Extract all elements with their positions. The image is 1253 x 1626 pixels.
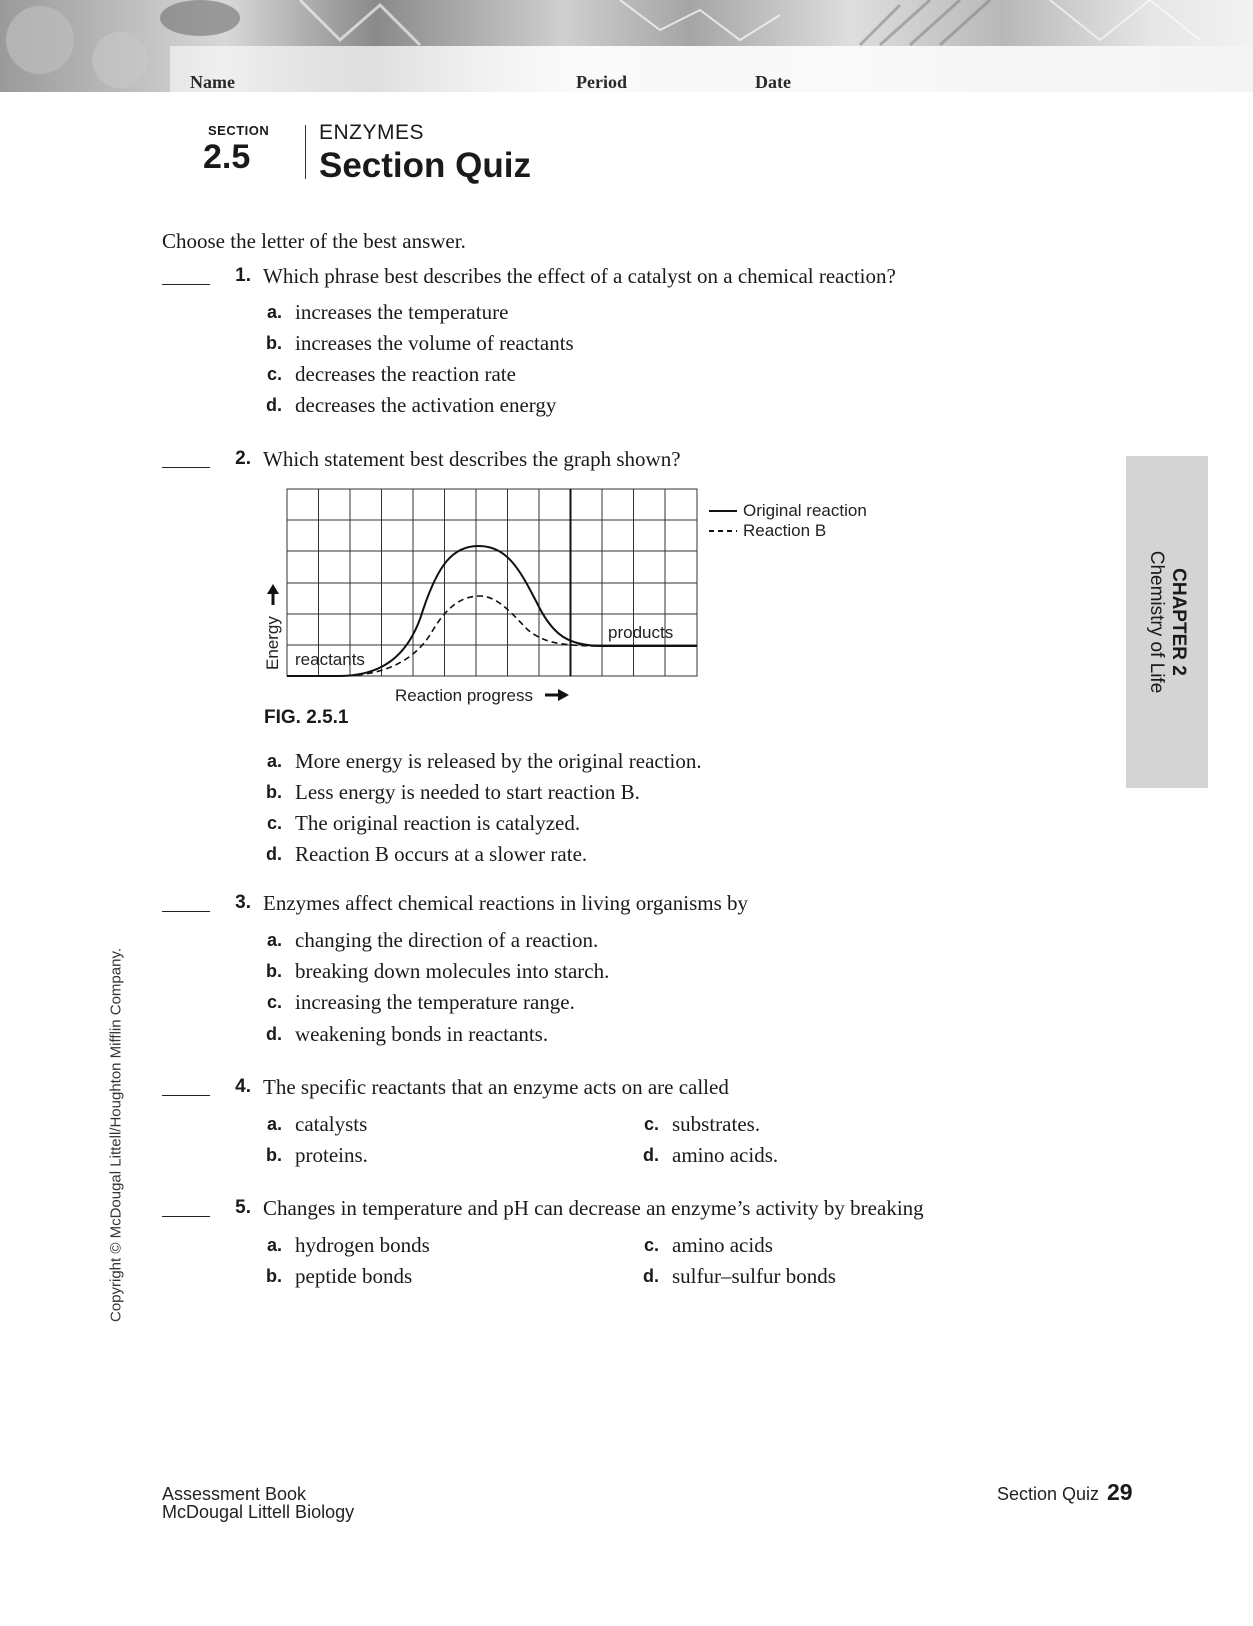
period-label: Period bbox=[576, 72, 627, 92]
question-number: 1. bbox=[235, 265, 251, 286]
answer-blank-4[interactable] bbox=[162, 1095, 210, 1096]
option-text: sulfur–sulfur bonds bbox=[672, 1264, 836, 1288]
option-text: decreases the reaction rate bbox=[295, 362, 516, 386]
question-number: 3. bbox=[235, 892, 251, 913]
option-text: decreases the activation energy bbox=[295, 393, 557, 417]
header-label-strip bbox=[170, 46, 1253, 92]
answer-blank-2[interactable] bbox=[162, 467, 210, 468]
legend-reaction-b: Reaction B bbox=[743, 521, 827, 540]
option-text: changing the direction of a reaction. bbox=[295, 928, 599, 952]
option-text: weakening bonds in reactants. bbox=[295, 1022, 549, 1046]
option-text: hydrogen bonds bbox=[295, 1233, 430, 1257]
option-text: amino acids bbox=[672, 1233, 773, 1257]
option-letter: a. bbox=[266, 930, 282, 950]
section-divider bbox=[305, 125, 306, 179]
legend-original-reaction: Original reaction bbox=[743, 501, 867, 520]
option-letter: c. bbox=[643, 1114, 659, 1134]
option-letter: b. bbox=[266, 961, 282, 981]
option-letter: c. bbox=[266, 364, 282, 384]
option-letter: c. bbox=[266, 992, 282, 1012]
option-text: proteins. bbox=[295, 1143, 368, 1167]
date-label: Date bbox=[755, 72, 791, 92]
option-text: breaking down molecules into starch. bbox=[295, 959, 610, 983]
reactants-label: reactants bbox=[295, 650, 365, 669]
option-text: Less energy is needed to start reaction B. bbox=[295, 780, 640, 804]
option-text: catalysts bbox=[295, 1112, 368, 1136]
chapter-number: CHAPTER 2 bbox=[1168, 568, 1189, 676]
option-letter: d. bbox=[266, 395, 282, 415]
answer-blank-1[interactable] bbox=[162, 284, 210, 285]
question-text: Which phrase best describes the effect of a catalyst on a chemical reaction? bbox=[263, 264, 896, 288]
option-text: peptide bonds bbox=[295, 1264, 413, 1288]
name-label: Name bbox=[190, 72, 235, 92]
y-axis-arrow-icon bbox=[267, 584, 279, 594]
option-letter: d. bbox=[643, 1266, 659, 1286]
option-letter: a. bbox=[266, 302, 282, 322]
option-text: increasing the temperature range. bbox=[295, 990, 575, 1014]
question-number: 2. bbox=[235, 448, 251, 469]
option-text: increases the temperature bbox=[295, 300, 509, 324]
answer-blank-5[interactable] bbox=[162, 1216, 210, 1217]
option-text: amino acids. bbox=[672, 1143, 779, 1167]
option-letter: c. bbox=[266, 813, 282, 833]
chapter-tab-text bbox=[1145, 551, 1189, 694]
option-letter: b. bbox=[266, 1145, 282, 1165]
option-letter: a. bbox=[266, 1114, 282, 1134]
x-axis-arrow-icon bbox=[558, 689, 569, 701]
option-text: More energy is released by the original reaction. bbox=[295, 749, 702, 773]
option-letter: c. bbox=[643, 1235, 659, 1255]
question-text: Which statement best describes the graph shown? bbox=[263, 447, 681, 471]
option-text: The original reaction is catalyzed. bbox=[295, 811, 581, 835]
energy-diagram bbox=[258, 480, 898, 710]
footer-publisher: McDougal Littell Biology bbox=[162, 1502, 355, 1522]
footer-book-title: Assessment Book bbox=[162, 1484, 307, 1504]
question-text: The specific reactants that an enzyme acts on are called bbox=[263, 1075, 729, 1099]
section-topic: ENZYMES bbox=[319, 121, 425, 144]
option-letter: b. bbox=[266, 333, 282, 353]
option-letter: a. bbox=[266, 751, 282, 771]
option-letter: b. bbox=[266, 1266, 282, 1286]
chapter-title: Chemistry of Life bbox=[1146, 550, 1167, 694]
section-number: 2.5 bbox=[203, 138, 251, 176]
option-letter: a. bbox=[266, 1235, 282, 1255]
option-letter: d. bbox=[643, 1145, 659, 1165]
answer-blank-3[interactable] bbox=[162, 911, 210, 912]
option-text: increases the volume of reactants bbox=[295, 331, 574, 355]
instructions: Choose the letter of the best answer. bbox=[162, 229, 466, 253]
option-letter: d. bbox=[266, 1024, 282, 1044]
option-letter: b. bbox=[266, 782, 282, 802]
question-text: Enzymes affect chemical reactions in living organisms by bbox=[263, 891, 748, 915]
copyright-notice: Copyright © McDougal Littell/Houghton Mifflin Company. bbox=[107, 947, 125, 1323]
option-text: substrates. bbox=[672, 1112, 761, 1136]
question-number: 4. bbox=[235, 1076, 251, 1097]
page-number: 29 bbox=[1107, 1479, 1133, 1505]
section-word: SECTION bbox=[208, 123, 270, 138]
option-text: Reaction B occurs at a slower rate. bbox=[295, 842, 588, 866]
question-number: 5. bbox=[235, 1197, 251, 1218]
y-axis-label: Energy bbox=[263, 616, 282, 670]
chart-grid bbox=[287, 489, 697, 676]
footer-section-label: Section Quiz bbox=[997, 1484, 1100, 1504]
option-letter: d. bbox=[266, 844, 282, 864]
question-text: Changes in temperature and pH can decrease an enzyme’s activity by breaking bbox=[263, 1196, 924, 1220]
x-axis-label: Reaction progress bbox=[395, 686, 533, 705]
products-label: products bbox=[608, 623, 674, 642]
figure-label: FIG. 2.5.1 bbox=[264, 707, 349, 728]
page-title: Section Quiz bbox=[319, 146, 531, 185]
